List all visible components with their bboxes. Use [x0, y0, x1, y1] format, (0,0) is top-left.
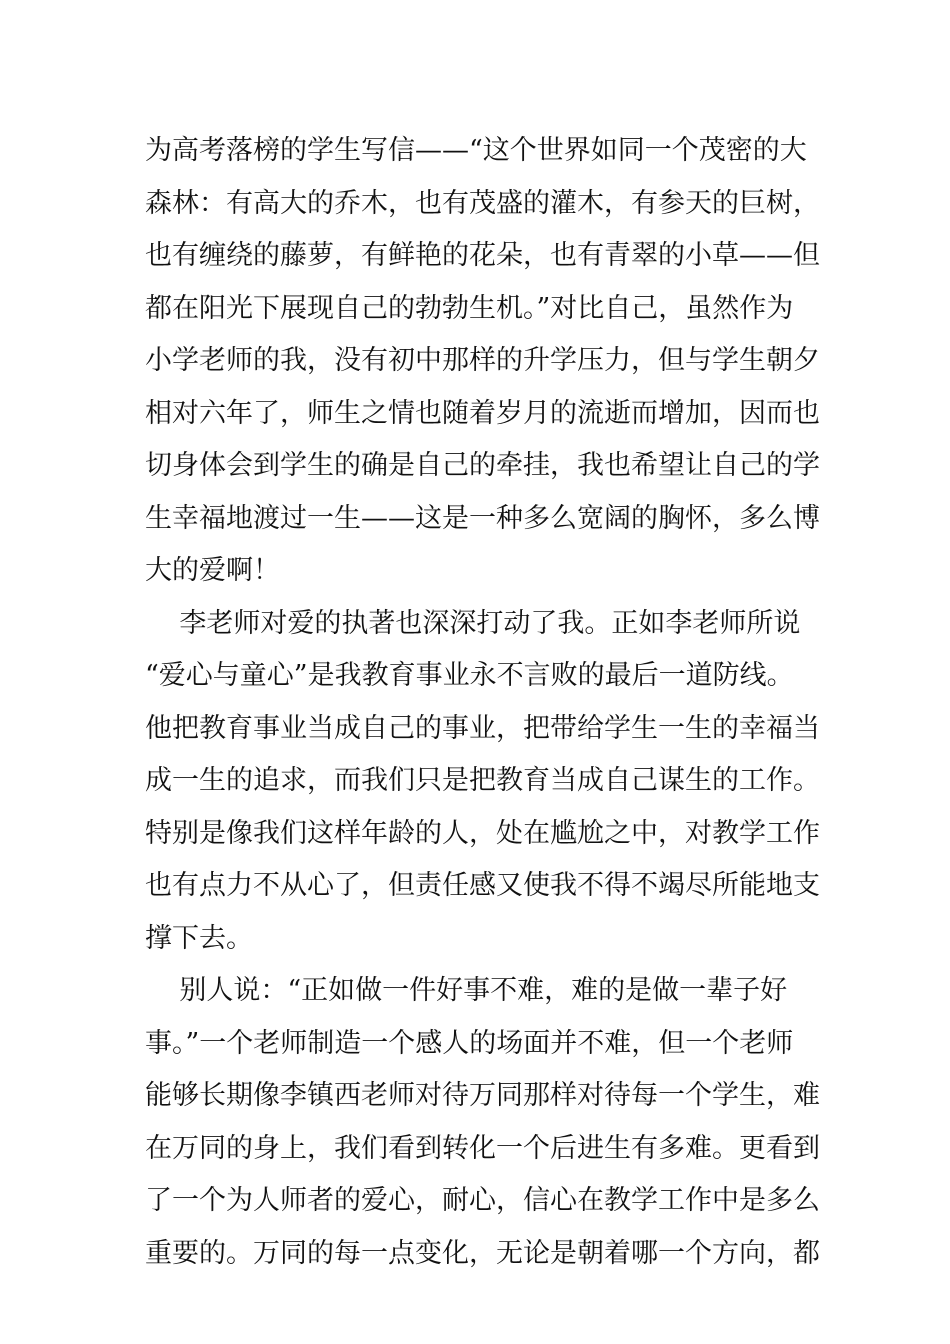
text-line: 也有点力不从心了，但责任感又使我不得不竭尽所能地支	[145, 870, 820, 901]
text-line: 都在阳光下展现自己的勃勃生机。”对比自己，虽然作为	[145, 292, 794, 324]
text-line: 能够长期像李镇西老师对待万同那样对待每一个学生，难	[145, 1080, 820, 1111]
text-line: 在万同的身上，我们看到转化一个后进生有多难。更看到	[145, 1132, 820, 1164]
text-line: 相对六年了，师生之情也随着岁月的流逝而增加，因而也	[145, 397, 820, 429]
text-line: 他把教育事业当成自己的事业，把带给学生一生的幸福当	[145, 712, 820, 744]
text-line: 大的爱啊！	[145, 555, 280, 586]
paragraph-start-line: 别人说：“正如做一件好事不难，难的是做一辈子好	[145, 975, 788, 1006]
document-body	[145, 125, 820, 1280]
text-line: 也有缠绕的藤萝，有鲜艳的花朵，也有青翠的小草——但	[145, 240, 820, 271]
text-line: “爱心与童心”是我教育事业永不言败的最后一道防线。	[145, 660, 794, 691]
text-line: 生幸福地渡过一生——这是一种多么宽阔的胸怀，多么博	[145, 502, 820, 534]
text-line: 了一个为人师者的爱心，耐心，信心在教学工作中是多么	[145, 1185, 820, 1216]
text-line: 成一生的追求，而我们只是把教育当成自己谋生的工作。	[145, 765, 820, 796]
paragraph-start-line: 李老师对爱的执著也深深打动了我。正如李老师所说	[145, 607, 801, 639]
text-line: 森林：有高大的乔木，也有茂盛的灌木，有参天的巨树，	[145, 187, 820, 219]
text-line: 事。”一个老师制造一个感人的场面并不难，但一个老师	[145, 1027, 794, 1059]
text-line: 撑下去。	[145, 922, 253, 954]
text-line: 为高考落榜的学生写信——“这个世界如同一个茂密的大	[145, 135, 807, 166]
text-line: 小学老师的我，没有初中那样的升学压力，但与学生朝夕	[145, 345, 820, 376]
text-line: 特别是像我们这样年龄的人，处在尴尬之中，对教学工作	[145, 817, 820, 849]
text-line: 切身体会到学生的确是自己的牵挂，我也希望让自己的学	[145, 450, 820, 481]
text-line: 重要的。万同的每一点变化，无论是朝着哪一个方向，都	[145, 1237, 820, 1269]
